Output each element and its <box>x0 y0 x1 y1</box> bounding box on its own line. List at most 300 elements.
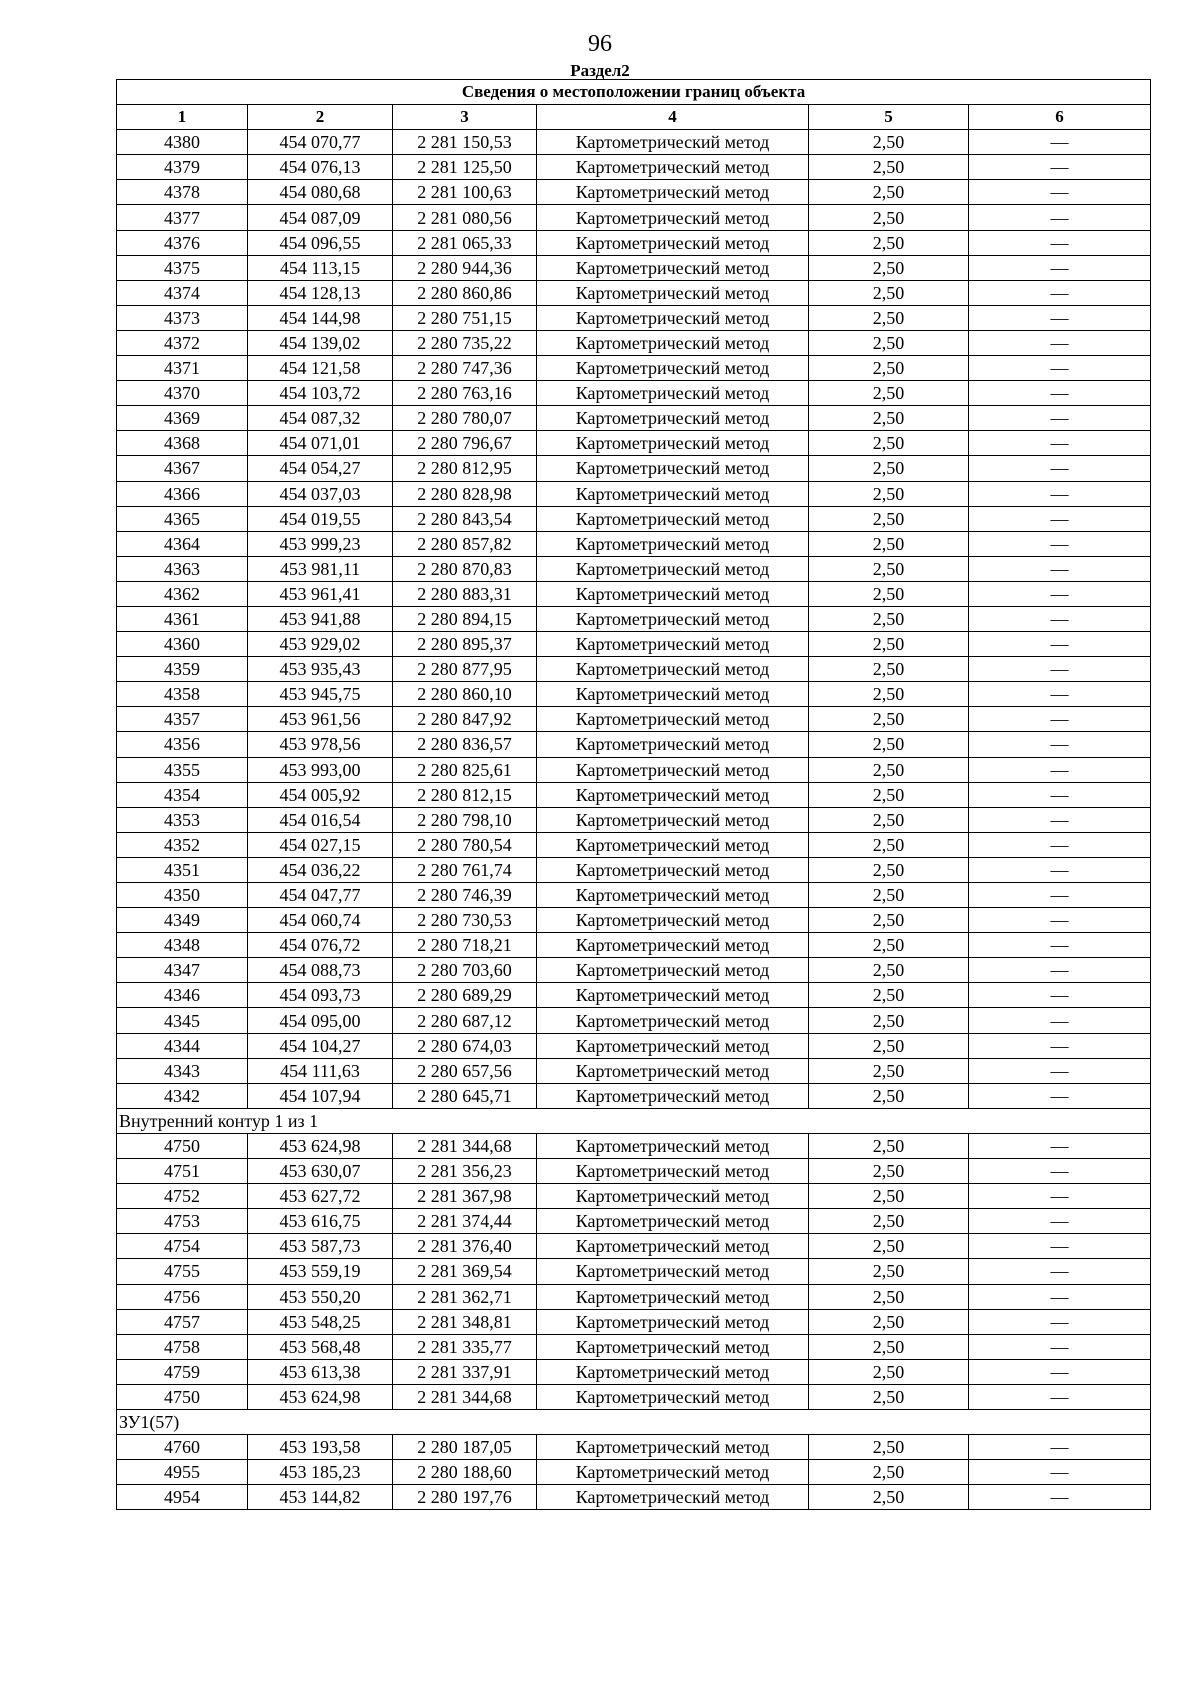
y-coordinate-cell: 2 281 348,81 <box>393 1309 537 1334</box>
accuracy-cell: 2,50 <box>809 381 969 406</box>
description-cell: — <box>969 255 1151 280</box>
method-cell: Картометрический метод <box>537 481 809 506</box>
accuracy-cell: 2,50 <box>809 908 969 933</box>
y-coordinate-cell: 2 280 687,12 <box>393 1008 537 1033</box>
point-number-cell: 4344 <box>117 1033 248 1058</box>
accuracy-cell: 2,50 <box>809 155 969 180</box>
accuracy-cell: 2,50 <box>809 832 969 857</box>
point-number-cell: 4371 <box>117 356 248 381</box>
x-coordinate-cell: 453 978,56 <box>248 732 393 757</box>
method-cell: Картометрический метод <box>537 205 809 230</box>
method-cell: Картометрический метод <box>537 933 809 958</box>
accuracy-cell: 2,50 <box>809 1209 969 1234</box>
y-coordinate-cell: 2 280 645,71 <box>393 1083 537 1108</box>
accuracy-cell: 2,50 <box>809 707 969 732</box>
y-coordinate-cell: 2 281 376,40 <box>393 1234 537 1259</box>
y-coordinate-cell: 2 280 870,83 <box>393 556 537 581</box>
x-coordinate-cell: 454 113,15 <box>248 255 393 280</box>
point-number-cell: 4369 <box>117 406 248 431</box>
x-coordinate-cell: 453 193,58 <box>248 1435 393 1460</box>
table-row <box>117 908 1151 933</box>
y-coordinate-cell: 2 280 843,54 <box>393 506 537 531</box>
description-cell: — <box>969 883 1151 908</box>
point-number-cell: 4356 <box>117 732 248 757</box>
point-number-cell: 4757 <box>117 1309 248 1334</box>
y-coordinate-cell: 2 280 836,57 <box>393 732 537 757</box>
x-coordinate-cell: 453 568,48 <box>248 1334 393 1359</box>
y-coordinate-cell: 2 280 188,60 <box>393 1460 537 1485</box>
section-title: Раздел2 <box>570 61 630 80</box>
description-cell: — <box>969 230 1151 255</box>
point-number-cell: 4361 <box>117 606 248 631</box>
point-number-cell: 4375 <box>117 255 248 280</box>
x-coordinate-cell: 453 935,43 <box>248 657 393 682</box>
y-coordinate-cell: 2 280 718,21 <box>393 933 537 958</box>
table-row <box>117 782 1151 807</box>
description-cell: — <box>969 632 1151 657</box>
x-coordinate-cell: 454 047,77 <box>248 883 393 908</box>
x-coordinate-cell: 453 961,56 <box>248 707 393 732</box>
accuracy-cell: 2,50 <box>809 1133 969 1158</box>
point-number-cell: 4353 <box>117 807 248 832</box>
description-cell: — <box>969 1083 1151 1108</box>
table-row <box>117 933 1151 958</box>
point-number-cell: 4347 <box>117 958 248 983</box>
table-row <box>117 1259 1151 1284</box>
description-cell: — <box>969 606 1151 631</box>
point-number-cell: 4345 <box>117 1008 248 1033</box>
description-cell: — <box>969 1435 1151 1460</box>
accuracy-cell: 2,50 <box>809 205 969 230</box>
method-cell: Картометрический метод <box>537 883 809 908</box>
point-number-cell: 4366 <box>117 481 248 506</box>
x-coordinate-cell: 453 630,07 <box>248 1159 393 1184</box>
method-cell: Картометрический метод <box>537 1209 809 1234</box>
x-coordinate-cell: 453 616,75 <box>248 1209 393 1234</box>
point-number-cell: 4955 <box>117 1460 248 1485</box>
description-cell: — <box>969 1058 1151 1083</box>
x-coordinate-cell: 453 587,73 <box>248 1234 393 1259</box>
method-cell: Картометрический метод <box>537 1259 809 1284</box>
y-coordinate-cell: 2 281 374,44 <box>393 1209 537 1234</box>
accuracy-cell: 2,50 <box>809 406 969 431</box>
description-cell: — <box>969 1209 1151 1234</box>
table-row <box>117 632 1151 657</box>
method-cell: Картометрический метод <box>537 431 809 456</box>
method-cell: Картометрический метод <box>537 280 809 305</box>
point-number-cell: 4379 <box>117 155 248 180</box>
method-cell: Картометрический метод <box>537 255 809 280</box>
description-cell: — <box>969 857 1151 882</box>
description-cell: — <box>969 205 1151 230</box>
method-cell: Картометрический метод <box>537 807 809 832</box>
accuracy-cell: 2,50 <box>809 1083 969 1108</box>
accuracy-cell: 2,50 <box>809 657 969 682</box>
description-cell: — <box>969 807 1151 832</box>
y-coordinate-cell: 2 280 877,95 <box>393 657 537 682</box>
point-number-cell: 4349 <box>117 908 248 933</box>
y-coordinate-cell: 2 281 100,63 <box>393 180 537 205</box>
point-number-cell: 4346 <box>117 983 248 1008</box>
y-coordinate-cell: 2 281 337,91 <box>393 1359 537 1384</box>
method-cell: Картометрический метод <box>537 1435 809 1460</box>
boundary-coordinates-table <box>116 79 1151 1510</box>
accuracy-cell: 2,50 <box>809 933 969 958</box>
x-coordinate-cell: 454 080,68 <box>248 180 393 205</box>
y-coordinate-cell: 2 280 944,36 <box>393 255 537 280</box>
accuracy-cell: 2,50 <box>809 757 969 782</box>
description-cell: — <box>969 782 1151 807</box>
point-number-cell: 4351 <box>117 857 248 882</box>
table-row <box>117 506 1151 531</box>
y-coordinate-cell: 2 280 761,74 <box>393 857 537 882</box>
method-cell: Картометрический метод <box>537 1334 809 1359</box>
description-cell: — <box>969 155 1151 180</box>
description-cell: — <box>969 406 1151 431</box>
method-cell: Картометрический метод <box>537 657 809 682</box>
x-coordinate-cell: 454 093,73 <box>248 983 393 1008</box>
point-number-cell: 4380 <box>117 130 248 155</box>
accuracy-cell: 2,50 <box>809 305 969 330</box>
y-coordinate-cell: 2 281 367,98 <box>393 1184 537 1209</box>
x-coordinate-cell: 454 087,09 <box>248 205 393 230</box>
description-cell: — <box>969 757 1151 782</box>
accuracy-cell: 2,50 <box>809 782 969 807</box>
table-row <box>117 1309 1151 1334</box>
table-row <box>117 431 1151 456</box>
point-number-cell: 4753 <box>117 1209 248 1234</box>
table-row <box>117 1058 1151 1083</box>
x-coordinate-cell: 453 945,75 <box>248 682 393 707</box>
accuracy-cell: 2,50 <box>809 983 969 1008</box>
description-cell: — <box>969 381 1151 406</box>
description-cell: — <box>969 983 1151 1008</box>
table-row <box>117 682 1151 707</box>
method-cell: Картометрический метод <box>537 682 809 707</box>
description-cell: — <box>969 356 1151 381</box>
accuracy-cell: 2,50 <box>809 1309 969 1334</box>
accuracy-cell: 2,50 <box>809 1334 969 1359</box>
table-caption-row <box>117 80 1151 105</box>
accuracy-cell: 2,50 <box>809 230 969 255</box>
description-cell: — <box>969 1008 1151 1033</box>
table-row <box>117 155 1151 180</box>
y-coordinate-cell: 2 280 860,10 <box>393 682 537 707</box>
point-number-cell: 4756 <box>117 1284 248 1309</box>
x-coordinate-cell: 453 144,82 <box>248 1485 393 1510</box>
group-label: Внутренний контур 1 из 1 <box>117 1108 1151 1133</box>
description-cell: — <box>969 1184 1151 1209</box>
column-header: 5 <box>809 105 969 130</box>
method-cell: Картометрический метод <box>537 356 809 381</box>
x-coordinate-cell: 454 019,55 <box>248 506 393 531</box>
y-coordinate-cell: 2 281 080,56 <box>393 205 537 230</box>
page-number: 96 <box>588 31 612 57</box>
accuracy-cell: 2,50 <box>809 556 969 581</box>
table-row <box>117 1008 1151 1033</box>
table-row <box>117 1334 1151 1359</box>
x-coordinate-cell: 453 624,98 <box>248 1384 393 1409</box>
accuracy-cell: 2,50 <box>809 1234 969 1259</box>
x-coordinate-cell: 454 144,98 <box>248 305 393 330</box>
y-coordinate-cell: 2 281 335,77 <box>393 1334 537 1359</box>
point-number-cell: 4365 <box>117 506 248 531</box>
y-coordinate-cell: 2 280 860,86 <box>393 280 537 305</box>
y-coordinate-cell: 2 281 369,54 <box>393 1259 537 1284</box>
method-cell: Картометрический метод <box>537 732 809 757</box>
table-row <box>117 356 1151 381</box>
method-cell: Картометрический метод <box>537 1008 809 1033</box>
x-coordinate-cell: 454 111,63 <box>248 1058 393 1083</box>
description-cell: — <box>969 1259 1151 1284</box>
point-number-cell: 4354 <box>117 782 248 807</box>
point-number-cell: 4368 <box>117 431 248 456</box>
table-row <box>117 1184 1151 1209</box>
accuracy-cell: 2,50 <box>809 1384 969 1409</box>
method-cell: Картометрический метод <box>537 155 809 180</box>
point-number-cell: 4752 <box>117 1184 248 1209</box>
x-coordinate-cell: 454 076,72 <box>248 933 393 958</box>
accuracy-cell: 2,50 <box>809 732 969 757</box>
description-cell: — <box>969 1309 1151 1334</box>
table-row <box>117 280 1151 305</box>
y-coordinate-cell: 2 280 796,67 <box>393 431 537 456</box>
method-cell: Картометрический метод <box>537 456 809 481</box>
accuracy-cell: 2,50 <box>809 431 969 456</box>
description-cell: — <box>969 456 1151 481</box>
point-number-cell: 4755 <box>117 1259 248 1284</box>
method-cell: Картометрический метод <box>537 983 809 1008</box>
description-cell: — <box>969 531 1151 556</box>
x-coordinate-cell: 454 037,03 <box>248 481 393 506</box>
column-header-row <box>117 105 1151 130</box>
description-cell: — <box>969 581 1151 606</box>
y-coordinate-cell: 2 281 344,68 <box>393 1133 537 1158</box>
description-cell: — <box>969 1033 1151 1058</box>
x-coordinate-cell: 453 548,25 <box>248 1309 393 1334</box>
accuracy-cell: 2,50 <box>809 1058 969 1083</box>
table-row <box>117 1384 1151 1409</box>
point-number-cell: 4759 <box>117 1359 248 1384</box>
point-number-cell: 4370 <box>117 381 248 406</box>
table-row <box>117 556 1151 581</box>
accuracy-cell: 2,50 <box>809 682 969 707</box>
point-number-cell: 4343 <box>117 1058 248 1083</box>
y-coordinate-cell: 2 280 674,03 <box>393 1033 537 1058</box>
description-cell: — <box>969 1359 1151 1384</box>
method-cell: Картометрический метод <box>537 857 809 882</box>
point-number-cell: 4342 <box>117 1083 248 1108</box>
table-row <box>117 381 1151 406</box>
description-cell: — <box>969 305 1151 330</box>
x-coordinate-cell: 453 559,19 <box>248 1259 393 1284</box>
method-cell: Картометрический метод <box>537 1460 809 1485</box>
point-number-cell: 4355 <box>117 757 248 782</box>
y-coordinate-cell: 2 280 798,10 <box>393 807 537 832</box>
table-row <box>117 883 1151 908</box>
y-coordinate-cell: 2 280 187,05 <box>393 1435 537 1460</box>
point-number-cell: 4360 <box>117 632 248 657</box>
y-coordinate-cell: 2 280 657,56 <box>393 1058 537 1083</box>
table-row <box>117 255 1151 280</box>
method-cell: Картометрический метод <box>537 908 809 933</box>
table-row <box>117 230 1151 255</box>
y-coordinate-cell: 2 280 812,15 <box>393 782 537 807</box>
point-number-cell: 4751 <box>117 1159 248 1184</box>
method-cell: Картометрический метод <box>537 1159 809 1184</box>
point-number-cell: 4364 <box>117 531 248 556</box>
table-row <box>117 1033 1151 1058</box>
point-number-cell: 4758 <box>117 1334 248 1359</box>
table-row <box>117 1284 1151 1309</box>
x-coordinate-cell: 453 624,98 <box>248 1133 393 1158</box>
description-cell: — <box>969 1485 1151 1510</box>
y-coordinate-cell: 2 281 065,33 <box>393 230 537 255</box>
table-row <box>117 1133 1151 1158</box>
method-cell: Картометрический метод <box>537 130 809 155</box>
x-coordinate-cell: 453 993,00 <box>248 757 393 782</box>
point-number-cell: 4363 <box>117 556 248 581</box>
y-coordinate-cell: 2 280 735,22 <box>393 330 537 355</box>
column-header: 6 <box>969 105 1151 130</box>
table-row <box>117 732 1151 757</box>
accuracy-cell: 2,50 <box>809 1359 969 1384</box>
table-row <box>117 1234 1151 1259</box>
method-cell: Картометрический метод <box>537 958 809 983</box>
y-coordinate-cell: 2 280 828,98 <box>393 481 537 506</box>
table-row <box>117 531 1151 556</box>
accuracy-cell: 2,50 <box>809 857 969 882</box>
method-cell: Картометрический метод <box>537 330 809 355</box>
table-body <box>117 80 1151 1510</box>
x-coordinate-cell: 454 060,74 <box>248 908 393 933</box>
y-coordinate-cell: 2 280 747,36 <box>393 356 537 381</box>
method-cell: Картометрический метод <box>537 1234 809 1259</box>
method-cell: Картометрический метод <box>537 556 809 581</box>
x-coordinate-cell: 454 087,32 <box>248 406 393 431</box>
accuracy-cell: 2,50 <box>809 531 969 556</box>
y-coordinate-cell: 2 280 883,31 <box>393 581 537 606</box>
point-number-cell: 4954 <box>117 1485 248 1510</box>
table-row <box>117 657 1151 682</box>
accuracy-cell: 2,50 <box>809 958 969 983</box>
accuracy-cell: 2,50 <box>809 1008 969 1033</box>
point-number-cell: 4357 <box>117 707 248 732</box>
x-coordinate-cell: 453 185,23 <box>248 1460 393 1485</box>
x-coordinate-cell: 454 076,13 <box>248 155 393 180</box>
accuracy-cell: 2,50 <box>809 1259 969 1284</box>
table-row <box>117 581 1151 606</box>
accuracy-cell: 2,50 <box>809 280 969 305</box>
x-coordinate-cell: 454 103,72 <box>248 381 393 406</box>
x-coordinate-cell: 454 121,58 <box>248 356 393 381</box>
accuracy-cell: 2,50 <box>809 1184 969 1209</box>
description-cell: — <box>969 1234 1151 1259</box>
point-number-cell: 4750 <box>117 1133 248 1158</box>
table-row <box>117 1485 1151 1510</box>
table-row <box>117 1359 1151 1384</box>
description-cell: — <box>969 1334 1151 1359</box>
table-caption: Сведения о местоположении границ объекта <box>117 80 1151 105</box>
method-cell: Картометрический метод <box>537 381 809 406</box>
table-row <box>117 958 1151 983</box>
method-cell: Картометрический метод <box>537 506 809 531</box>
table-row <box>117 857 1151 882</box>
y-coordinate-cell: 2 280 730,53 <box>393 908 537 933</box>
y-coordinate-cell: 2 280 825,61 <box>393 757 537 782</box>
description-cell: — <box>969 280 1151 305</box>
accuracy-cell: 2,50 <box>809 481 969 506</box>
point-number-cell: 4374 <box>117 280 248 305</box>
point-number-cell: 4352 <box>117 832 248 857</box>
method-cell: Картометрический метод <box>537 707 809 732</box>
x-coordinate-cell: 454 054,27 <box>248 456 393 481</box>
accuracy-cell: 2,50 <box>809 1033 969 1058</box>
accuracy-cell: 2,50 <box>809 330 969 355</box>
method-cell: Картометрический метод <box>537 1309 809 1334</box>
group-label: ЗУ1(57) <box>117 1409 1151 1434</box>
description-cell: — <box>969 481 1151 506</box>
x-coordinate-cell: 454 071,01 <box>248 431 393 456</box>
y-coordinate-cell: 2 280 780,07 <box>393 406 537 431</box>
accuracy-cell: 2,50 <box>809 807 969 832</box>
point-number-cell: 4760 <box>117 1435 248 1460</box>
y-coordinate-cell: 2 280 780,54 <box>393 832 537 857</box>
table-row <box>117 707 1151 732</box>
table-row <box>117 180 1151 205</box>
accuracy-cell: 2,50 <box>809 506 969 531</box>
description-cell: — <box>969 506 1151 531</box>
x-coordinate-cell: 454 016,54 <box>248 807 393 832</box>
table-row <box>117 130 1151 155</box>
description-cell: — <box>969 1460 1151 1485</box>
y-coordinate-cell: 2 281 125,50 <box>393 155 537 180</box>
description-cell: — <box>969 908 1151 933</box>
table-row <box>117 305 1151 330</box>
method-cell: Картометрический метод <box>537 1384 809 1409</box>
y-coordinate-cell: 2 280 857,82 <box>393 531 537 556</box>
x-coordinate-cell: 454 095,00 <box>248 1008 393 1033</box>
y-coordinate-cell: 2 281 356,23 <box>393 1159 537 1184</box>
table-row <box>117 481 1151 506</box>
accuracy-cell: 2,50 <box>809 1460 969 1485</box>
accuracy-cell: 2,50 <box>809 255 969 280</box>
description-cell: — <box>969 330 1151 355</box>
point-number-cell: 4376 <box>117 230 248 255</box>
point-number-cell: 4372 <box>117 330 248 355</box>
x-coordinate-cell: 454 027,15 <box>248 832 393 857</box>
point-number-cell: 4359 <box>117 657 248 682</box>
x-coordinate-cell: 453 627,72 <box>248 1184 393 1209</box>
description-cell: — <box>969 130 1151 155</box>
y-coordinate-cell: 2 280 812,95 <box>393 456 537 481</box>
table-row <box>117 1435 1151 1460</box>
description-cell: — <box>969 1384 1151 1409</box>
x-coordinate-cell: 454 088,73 <box>248 958 393 983</box>
method-cell: Картометрический метод <box>537 230 809 255</box>
method-cell: Картометрический метод <box>537 1284 809 1309</box>
table-row <box>117 983 1151 1008</box>
x-coordinate-cell: 453 941,88 <box>248 606 393 631</box>
x-coordinate-cell: 453 550,20 <box>248 1284 393 1309</box>
table-row <box>117 330 1151 355</box>
point-number-cell: 4367 <box>117 456 248 481</box>
table-row <box>117 1209 1151 1234</box>
description-cell: — <box>969 958 1151 983</box>
accuracy-cell: 2,50 <box>809 632 969 657</box>
method-cell: Картометрический метод <box>537 581 809 606</box>
group-label-row <box>117 1409 1151 1434</box>
